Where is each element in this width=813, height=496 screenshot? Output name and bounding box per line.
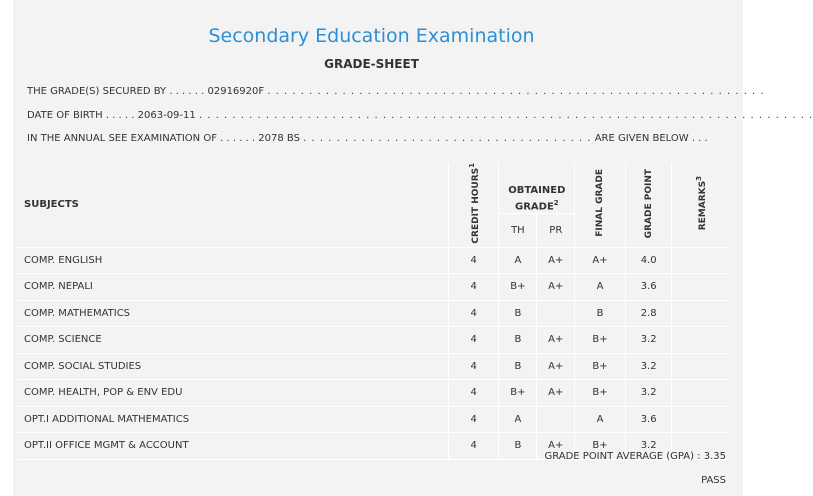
- credit-cell: 4: [448, 380, 499, 407]
- grade-point-cell: 3.2: [625, 433, 672, 460]
- grade-point-cell: 2.8: [625, 300, 672, 327]
- header-th: TH: [499, 214, 537, 247]
- secured-by-trail: . . . . . . . . . . . . . . . . . . . . . . . . . . . . . . . . . . . . . . . . . . . . . . . . . . . . . . . . . . . .: [267, 86, 765, 97]
- credit-cell: 4: [448, 300, 499, 327]
- remarks-cell: [672, 353, 730, 380]
- grade-point-cell: 4.0: [625, 247, 672, 274]
- exam-label: IN THE ANNUAL SEE EXAMINATION OF . . . . . .: [27, 133, 256, 144]
- subject-cell: OPT.I ADDITIONAL MATHEMATICS: [18, 406, 448, 433]
- header-grade-point: GRADE POINT: [625, 163, 672, 247]
- remarks-cell: [672, 380, 730, 407]
- th-cell: A: [499, 406, 537, 433]
- final-grade-cell: A: [575, 406, 626, 433]
- th-cell: B: [499, 433, 537, 460]
- grade-sheet: [13, 0, 813, 496]
- secured-by-line: [27, 86, 765, 97]
- table-row: [18, 274, 730, 301]
- remarks-cell: [672, 274, 730, 301]
- remarks-cell: [672, 406, 730, 433]
- th-cell: B+: [499, 380, 537, 407]
- pr-cell: A+: [537, 327, 575, 354]
- credit-cell: 4: [448, 247, 499, 274]
- subject-cell: COMP. HEALTH, POP & ENV EDU: [18, 380, 448, 407]
- exam-trail: . . . . . . . . . . . . . . . . . . . . . . . . . . . . . . . . . . .: [303, 133, 592, 144]
- grade-point-cell: 3.6: [625, 406, 672, 433]
- header-pr: PR: [537, 214, 575, 247]
- final-grade-cell: B+: [575, 380, 626, 407]
- remarks-cell: [672, 327, 730, 354]
- final-grade-cell: B+: [575, 327, 626, 354]
- gpa-summary: GRADE POINT AVERAGE (GPA) : 3.35: [544, 451, 726, 462]
- grade-point-cell: 3.6: [625, 274, 672, 301]
- grade-point-cell: 3.2: [625, 327, 672, 354]
- header-credit-hours: CREDIT HOURS$^1$: [448, 163, 499, 247]
- pr-cell: [537, 406, 575, 433]
- th-cell: B+: [499, 274, 537, 301]
- credit-cell: 4: [448, 274, 499, 301]
- pr-cell: A+: [537, 274, 575, 301]
- table-row: [18, 406, 730, 433]
- subject-cell: COMP. SCIENCE: [18, 327, 448, 354]
- th-cell: B: [499, 327, 537, 354]
- final-grade-cell: A+: [575, 247, 626, 274]
- table-row: [18, 327, 730, 354]
- exam-value: 2078 BS: [258, 133, 300, 144]
- page-title: Secondary Education Examination: [208, 25, 535, 47]
- header-subjects: SUBJECTS: [18, 163, 448, 247]
- th-cell: A: [499, 247, 537, 274]
- page-subtitle: GRADE-SHEET: [324, 57, 419, 71]
- final-grade-cell: A: [575, 274, 626, 301]
- table-row: [18, 353, 730, 380]
- pr-cell: A+: [537, 247, 575, 274]
- header-final-grade: FINAL GRADE: [575, 163, 626, 247]
- th-cell: B: [499, 300, 537, 327]
- secured-by-value: 02916920F: [207, 86, 265, 97]
- table-row: [18, 247, 730, 274]
- credit-cell: 4: [448, 353, 499, 380]
- pr-cell: A+: [537, 353, 575, 380]
- credit-cell: 4: [448, 433, 499, 460]
- credit-cell: 4: [448, 406, 499, 433]
- th-cell: B: [499, 353, 537, 380]
- final-grade-cell: B+: [575, 433, 626, 460]
- final-grade-cell: B+: [575, 353, 626, 380]
- subject-cell: COMP. NEPALI: [18, 274, 448, 301]
- grade-point-cell: 3.2: [625, 353, 672, 380]
- table-row: [18, 300, 730, 327]
- pr-cell: [537, 300, 575, 327]
- remarks-cell: [672, 300, 730, 327]
- pr-cell: A+: [537, 433, 575, 460]
- dob-line: [27, 110, 813, 121]
- table-row: [18, 380, 730, 407]
- subject-cell: COMP. ENGLISH: [18, 247, 448, 274]
- result-status: PASS: [701, 475, 726, 486]
- secured-by-label: THE GRADE(S) SECURED BY . . . . . .: [27, 86, 205, 97]
- subject-cell: COMP. MATHEMATICS: [18, 300, 448, 327]
- subject-cell: COMP. SOCIAL STUDIES: [18, 353, 448, 380]
- dob-label: DATE OF BIRTH . . . . .: [27, 110, 135, 121]
- subject-cell: OPT.II OFFICE MGMT & ACCOUNT: [18, 433, 448, 460]
- exam-end: ARE GIVEN BELOW . . .: [594, 133, 708, 144]
- grade-point-cell: 3.2: [625, 380, 672, 407]
- exam-line: [27, 133, 708, 144]
- credit-cell: 4: [448, 327, 499, 354]
- header-remarks: REMARKS$^3$: [672, 163, 730, 247]
- remarks-cell: [672, 247, 730, 274]
- dob-trail: . . . . . . . . . . . . . . . . . . . . . . . . . . . . . . . . . . . . . . . . . . . . . . . . . . . . . . . . . . . . . . . . . . . . . . . . . .: [198, 110, 813, 121]
- pr-cell: A+: [537, 380, 575, 407]
- final-grade-cell: B: [575, 300, 626, 327]
- grades-table: [18, 163, 730, 460]
- dob-value: 2063-09-11: [137, 110, 196, 121]
- header-obtained-grade: OBTAINED GRADE$^2$: [499, 163, 575, 214]
